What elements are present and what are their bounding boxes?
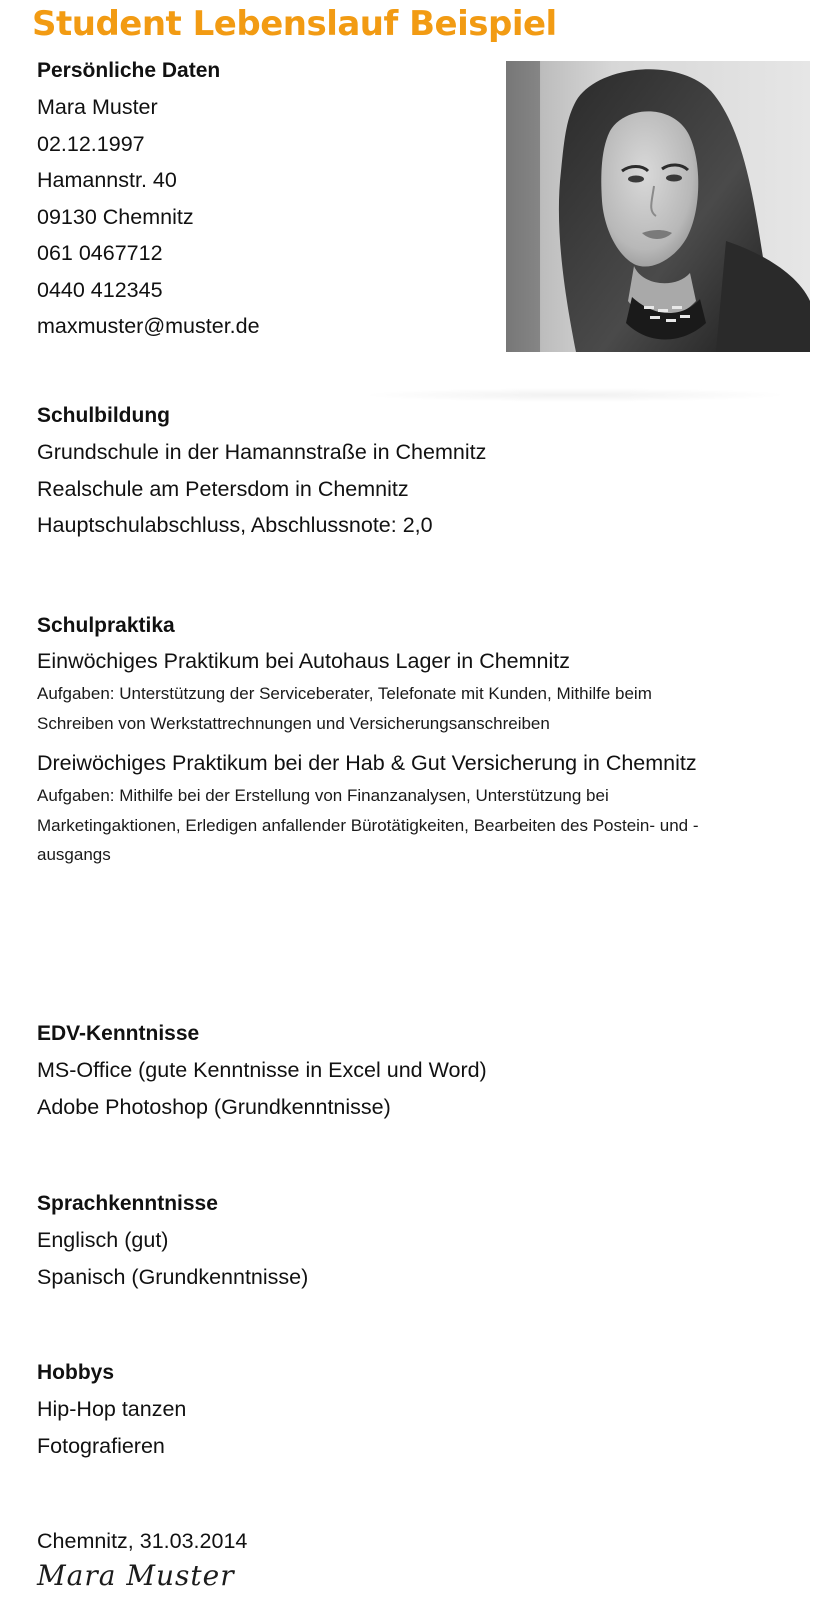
section-heading-personal: Persönliche Daten xyxy=(37,59,221,82)
section-languages xyxy=(37,1186,308,1295)
section-schooling xyxy=(37,398,486,544)
schooling-entry: Hauptschulabschluss, Abschlussnote: 2,0 xyxy=(37,513,433,537)
it-skill-entry: MS-Office (gute Kenntnisse in Excel und Word) xyxy=(37,1058,487,1082)
section-heading-schooling: Schulbildung xyxy=(37,404,170,427)
birth-date: 02.12.1997 xyxy=(37,131,145,156)
email-address: maxmuster@muster.de xyxy=(37,314,260,338)
section-hobbies xyxy=(37,1355,186,1464)
section-internships xyxy=(37,608,727,870)
internship-tasks: Aufgaben: Mithilfe bei der Erstellung von Finanzanalysen, Unterstützung bei Marketingaktionen, Erledigen anfallender Bürotätigkeiten, Bearbeiten des Postein- und -ausgangs xyxy=(37,786,699,864)
street-address: Hamannstr. 40 xyxy=(37,168,177,192)
section-heading-internships: Schulpraktika xyxy=(37,614,175,637)
schooling-entry: Realschule am Petersdom in Chemnitz xyxy=(37,476,409,501)
portrait-photo xyxy=(506,61,810,352)
mobile-number: 0440 412345 xyxy=(37,277,163,302)
section-personal-data xyxy=(37,53,260,345)
section-it-skills xyxy=(37,1016,487,1125)
internship-tasks: Aufgaben: Unterstützung der Serviceberater, Telefonate mit Kunden, Mithilfe beim Schreiben von Werkstattrechnungen und Versicherungsanschreiben xyxy=(37,684,652,733)
document-title: Student Lebenslauf Beispiel xyxy=(32,4,557,44)
internship-title: Dreiwöchiges Praktikum bei der Hab & Gut Versicherung in Chemnitz xyxy=(37,751,697,775)
phone-number: 061 0467712 xyxy=(37,241,163,265)
full-name: Mara Muster xyxy=(37,95,158,119)
section-heading-hobbies: Hobbys xyxy=(37,1361,115,1384)
it-skill-entry: Adobe Photoshop (Grundkenntnisse) xyxy=(37,1094,391,1119)
section-heading-languages: Sprachkenntnisse xyxy=(37,1192,218,1215)
schooling-entry: Grundschule in der Hamannstraße in Chemnitz xyxy=(37,440,487,464)
language-entry: Spanisch (Grundkenntnisse) xyxy=(37,1264,309,1289)
internship-title: Einwöchiges Praktikum bei Autohaus Lager in Chemnitz xyxy=(37,649,571,673)
portrait-illustration xyxy=(506,61,810,352)
place-date: Chemnitz, 31.03.2014 xyxy=(37,1529,248,1553)
signature: Mara Muster xyxy=(37,1559,235,1592)
hobby-entry: Hip-Hop tanzen xyxy=(37,1397,187,1421)
hobby-entry: Fotografieren xyxy=(37,1433,165,1458)
language-entry: Englisch (gut) xyxy=(37,1228,169,1252)
postal-city: 09130 Chemnitz xyxy=(37,204,194,229)
section-heading-it-skills: EDV-Kenntnisse xyxy=(37,1022,200,1045)
